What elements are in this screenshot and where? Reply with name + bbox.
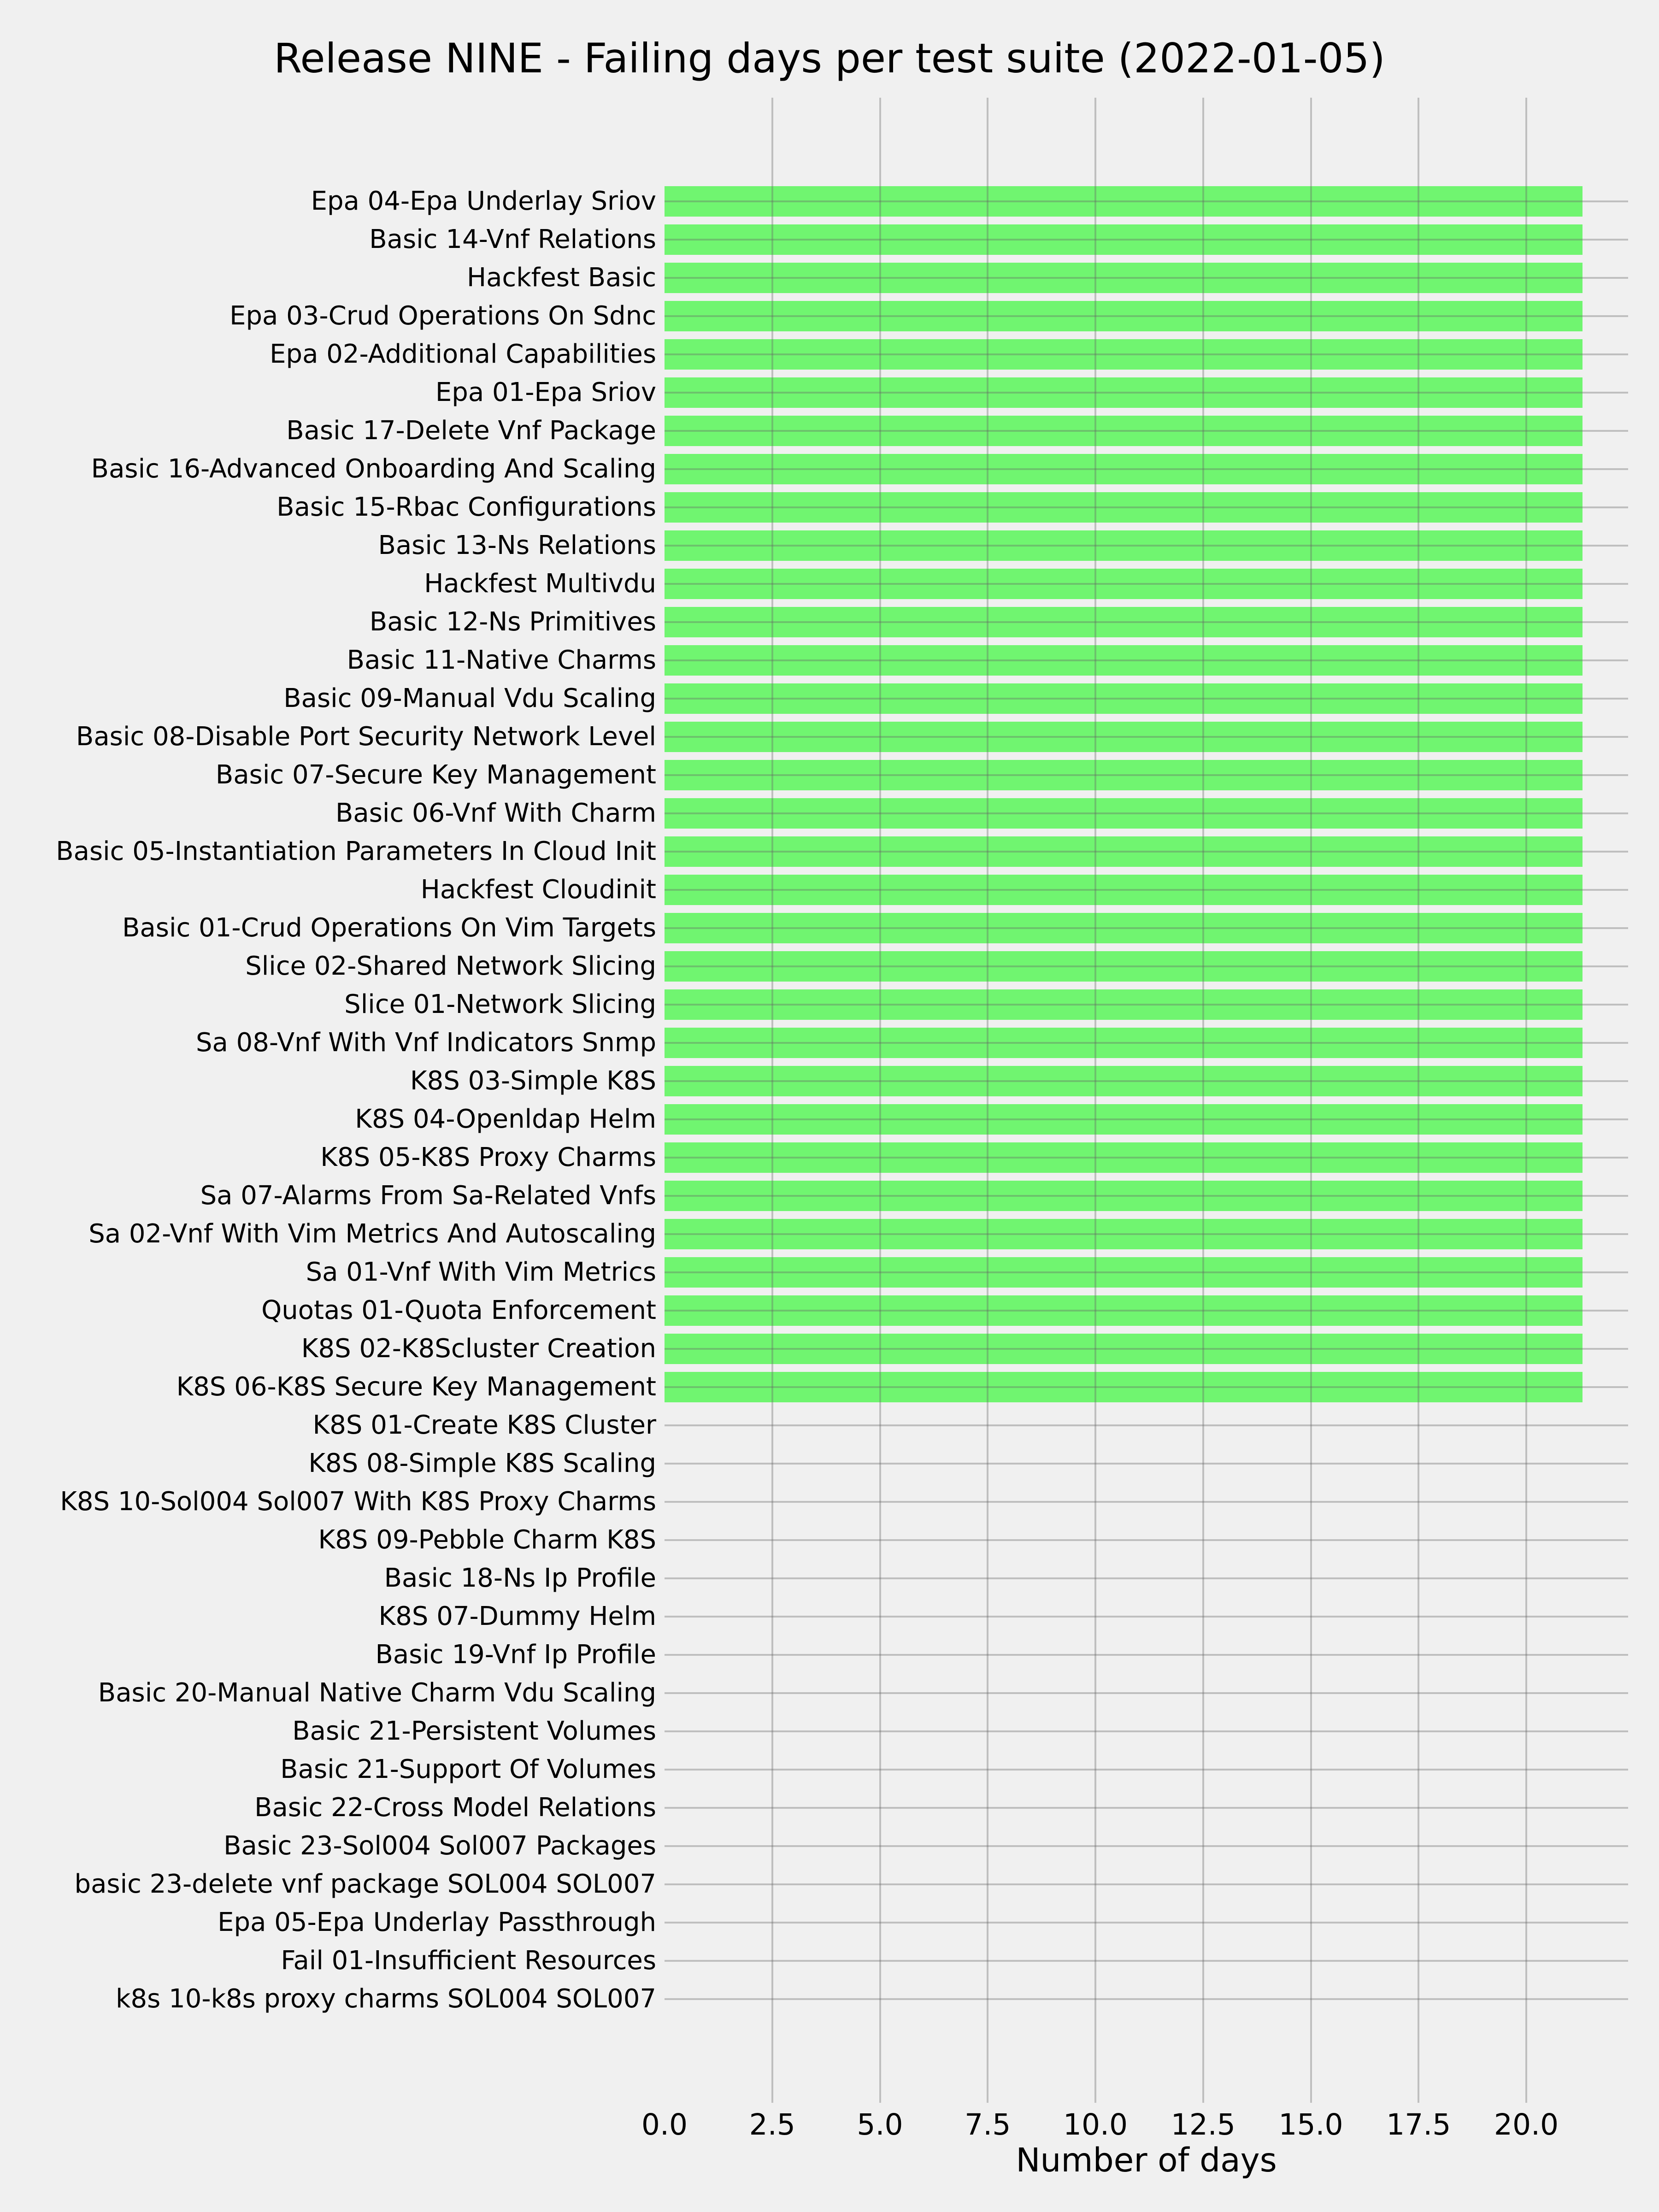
v-gridline	[987, 98, 988, 2103]
x-tick-label: 7.5	[965, 2108, 1011, 2141]
y-tick-label: K8S 07-Dummy Helm	[378, 1601, 656, 1631]
h-gridline	[665, 1080, 1628, 1082]
h-gridline	[665, 965, 1628, 967]
y-tick-label: Basic 22-Cross Model Relations	[254, 1793, 656, 1823]
x-tick-label: 0.0	[641, 2108, 688, 2141]
y-tick-label: Fail 01-Insufficient Resources	[281, 1946, 656, 1976]
y-tick-label: Basic 07-Secure Key Management	[215, 760, 656, 790]
h-gridline	[665, 1463, 1628, 1465]
y-tick-label: Basic 21-Support Of Volumes	[280, 1754, 656, 1784]
y-tick-label: Quotas 01-Quota Enforcement	[261, 1295, 656, 1325]
h-gridline	[665, 1042, 1628, 1044]
y-tick-label: Basic 18-Ns Ip Profile	[384, 1563, 656, 1593]
y-tick-label: Basic 15-Rbac Configurations	[276, 492, 656, 522]
y-tick-label: Basic 01-Crud Operations On Vim Targets	[122, 913, 656, 943]
y-tick-label: K8S 05-K8S Proxy Charms	[320, 1142, 656, 1172]
y-tick-label: Epa 04-Epa Underlay Sriov	[311, 186, 656, 216]
x-tick-label: 5.0	[857, 2108, 903, 2141]
h-gridline	[665, 1310, 1628, 1312]
y-tick-label: K8S 08-Simple K8S Scaling	[308, 1448, 656, 1478]
y-tick-label: Basic 21-Persistent Volumes	[292, 1716, 656, 1746]
h-gridline	[665, 774, 1628, 776]
y-tick-label: Slice 02-Shared Network Slicing	[245, 951, 656, 981]
y-tick-label: Basic 13-Ns Relations	[378, 530, 656, 560]
v-gridline	[1310, 98, 1312, 2103]
v-gridline	[1094, 98, 1096, 2103]
h-gridline	[665, 1883, 1628, 1885]
y-tick-label: Slice 01-Network Slicing	[344, 989, 656, 1019]
h-gridline	[665, 1348, 1628, 1350]
h-gridline	[665, 736, 1628, 738]
x-tick-label: 17.5	[1386, 2108, 1451, 2141]
x-tick-label: 15.0	[1278, 2108, 1343, 2141]
h-gridline	[665, 315, 1628, 317]
x-tick-label: 2.5	[749, 2108, 795, 2141]
x-tick-label: 20.0	[1494, 2108, 1559, 2141]
h-gridline	[665, 1195, 1628, 1197]
y-tick-label: Basic 08-Disable Port Security Network Level	[76, 722, 656, 752]
plot-area	[665, 98, 1628, 2103]
h-gridline	[665, 353, 1628, 355]
y-tick-label: Basic 05-Instantiation Parameters In Cloud Init	[56, 836, 656, 866]
h-gridline	[665, 927, 1628, 929]
v-gridline	[771, 98, 773, 2103]
chart-title: Release NINE - Failing days per test suite (2022-01-05)	[274, 35, 1385, 82]
v-gridline	[1418, 98, 1419, 2103]
y-tick-label: Basic 12-Ns Primitives	[369, 607, 656, 637]
y-tick-label: Sa 08-Vnf With Vnf Indicators Snmp	[195, 1028, 656, 1058]
h-gridline	[665, 1271, 1628, 1273]
y-tick-label: K8S 03-Simple K8S	[410, 1066, 656, 1096]
h-gridline	[665, 468, 1628, 470]
y-tick-label: Epa 05-Epa Underlay Passthrough	[218, 1907, 656, 1937]
h-gridline	[665, 1845, 1628, 1847]
h-gridline	[665, 698, 1628, 700]
h-gridline	[665, 1539, 1628, 1541]
h-gridline	[665, 1233, 1628, 1235]
y-tick-label: basic 23-delete vnf package SOL004 SOL007	[74, 1869, 656, 1899]
y-tick-label: Epa 01-Epa Sriov	[435, 377, 656, 407]
h-gridline	[665, 430, 1628, 432]
y-tick-label: K8S 09-Pebble Charm K8S	[318, 1525, 656, 1555]
y-tick-label: Basic 11-Native Charms	[347, 645, 656, 675]
h-gridline	[665, 1004, 1628, 1006]
x-tick-label: 10.0	[1063, 2108, 1128, 2141]
y-tick-label: Epa 03-Crud Operations On Sdnc	[229, 301, 656, 331]
y-tick-label: K8S 04-Openldap Helm	[355, 1104, 656, 1134]
v-gridline	[879, 98, 881, 2103]
h-gridline	[665, 583, 1628, 585]
h-gridline	[665, 392, 1628, 394]
v-gridline	[1202, 98, 1204, 2103]
h-gridline	[665, 659, 1628, 661]
y-tick-label: Sa 02-Vnf With Vim Metrics And Autoscaling	[88, 1219, 656, 1249]
h-gridline	[665, 1654, 1628, 1656]
h-gridline	[665, 1807, 1628, 1809]
y-tick-label: Sa 07-Alarms From Sa-Related Vnfs	[200, 1181, 656, 1211]
y-tick-label: Hackfest Cloudinit	[420, 875, 656, 905]
y-tick-label: k8s 10-k8s proxy charms SOL004 SOL007	[116, 1984, 656, 2014]
x-tick-label: 12.5	[1171, 2108, 1235, 2141]
y-tick-label: Basic 09-Manual Vdu Scaling	[283, 683, 656, 713]
y-tick-label: Epa 02-Additional Capabilities	[270, 339, 656, 369]
y-tick-label: Basic 06-Vnf With Charm	[335, 798, 656, 828]
h-gridline	[665, 812, 1628, 814]
h-gridline	[665, 1157, 1628, 1159]
x-axis-label: Number of days	[1016, 2141, 1277, 2179]
h-gridline	[665, 506, 1628, 508]
h-gridline	[665, 1692, 1628, 1694]
y-tick-label: K8S 10-Sol004 Sol007 With K8S Proxy Charms	[60, 1487, 656, 1517]
h-gridline	[665, 200, 1628, 202]
y-tick-label: Hackfest Multivdu	[424, 569, 656, 599]
h-gridline	[665, 1501, 1628, 1503]
h-gridline	[665, 1998, 1628, 2000]
h-gridline	[665, 277, 1628, 279]
h-gridline	[665, 1616, 1628, 1618]
h-gridline	[665, 889, 1628, 891]
y-tick-label: K8S 06-K8S Secure Key Management	[176, 1372, 656, 1402]
y-tick-label: Sa 01-Vnf With Vim Metrics	[306, 1257, 656, 1287]
y-tick-label: Basic 23-Sol004 Sol007 Packages	[224, 1831, 656, 1861]
y-tick-label: Basic 20-Manual Native Charm Vdu Scaling	[98, 1678, 656, 1708]
h-gridline	[665, 1386, 1628, 1388]
y-tick-label: Basic 16-Advanced Onboarding And Scaling	[91, 454, 656, 484]
h-gridline	[665, 545, 1628, 547]
h-gridline	[665, 851, 1628, 853]
h-gridline	[665, 1424, 1628, 1426]
h-gridline	[665, 1577, 1628, 1579]
y-tick-label: Basic 14-Vnf Relations	[369, 224, 656, 254]
v-gridline	[1525, 98, 1527, 2103]
h-gridline	[665, 1960, 1628, 1962]
h-gridline	[665, 1730, 1628, 1732]
y-tick-label: Basic 17-Delete Vnf Package	[286, 416, 656, 446]
h-gridline	[665, 1118, 1628, 1120]
h-gridline	[665, 1922, 1628, 1924]
h-gridline	[665, 621, 1628, 623]
h-gridline	[665, 239, 1628, 241]
y-tick-label: Basic 19-Vnf Ip Profile	[375, 1640, 656, 1670]
y-tick-label: K8S 02-K8Scluster Creation	[301, 1334, 656, 1364]
y-tick-label: K8S 01-Create K8S Cluster	[312, 1410, 656, 1440]
y-tick-label: Hackfest Basic	[466, 263, 656, 293]
h-gridline	[665, 1769, 1628, 1771]
